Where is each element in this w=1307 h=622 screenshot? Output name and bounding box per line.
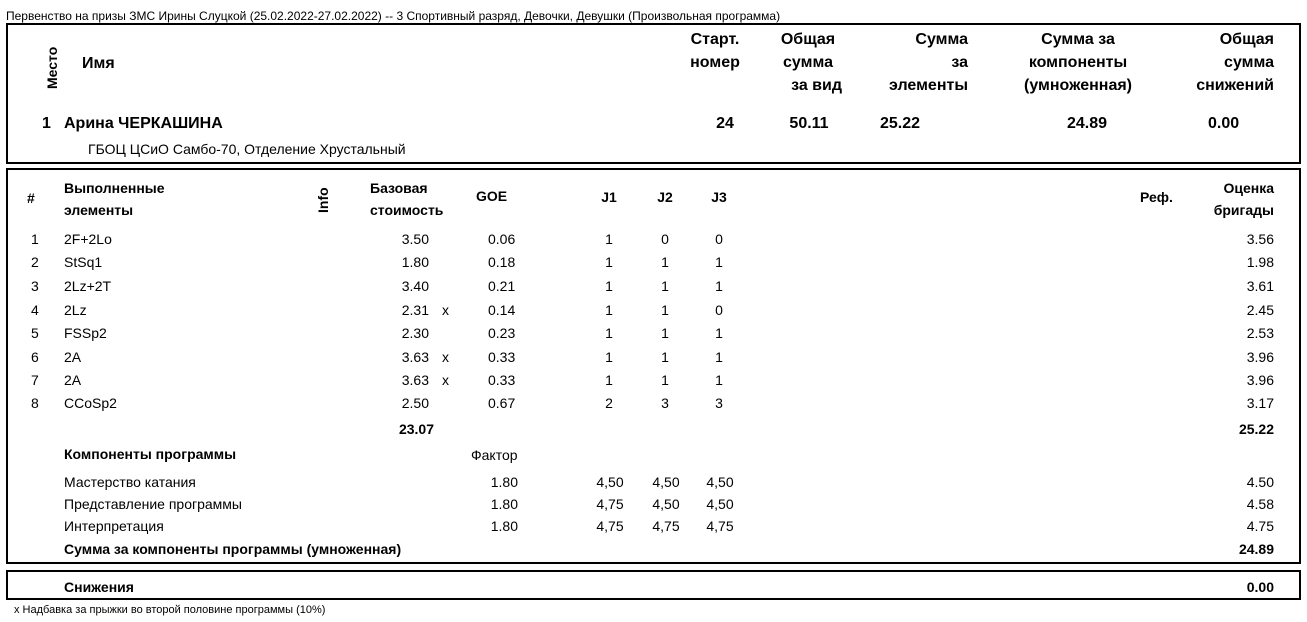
- element-name: 2A: [64, 372, 82, 388]
- element-judge-3: 1: [715, 349, 723, 365]
- elements-score-header: Сумма за элементы: [889, 31, 968, 94]
- element-name: StSq1: [64, 254, 103, 270]
- element-panel-score: 3.17: [1246, 395, 1274, 411]
- element-panel-score: 3.96: [1246, 349, 1274, 365]
- element-panel-score: 2.53: [1246, 325, 1274, 341]
- element-name: 2F+2Lo: [64, 231, 112, 247]
- element-name: 2Lz: [64, 302, 87, 318]
- element-name: FSSp2: [64, 325, 107, 341]
- goe-header: GOE: [476, 188, 508, 204]
- element-judge-3: 3: [715, 395, 723, 411]
- element-panel-score: 3.56: [1246, 231, 1274, 247]
- element-judge-3: 0: [715, 302, 723, 318]
- document-title: Первенство на призы ЗМС Ирины Слуцкой (25.02.2022-27.02.2022) -- 3 Спортивный разряд, Девочки, Девушки (Произвольная программа): [6, 9, 781, 23]
- skater-name: Арина ЧЕРКАШИНА: [64, 115, 223, 132]
- element-panel-score: 1.98: [1246, 254, 1274, 270]
- components-total-score: 24.89: [1238, 541, 1274, 557]
- element-number: 1: [31, 231, 39, 247]
- skater-components-score: 24.89: [1066, 115, 1108, 132]
- place-header: Место: [44, 46, 60, 89]
- element-number: 8: [31, 395, 39, 411]
- element-base-value: 2.50: [401, 395, 429, 411]
- panel-score-header: Оценка бригады: [1213, 180, 1274, 218]
- component-judge-2: 4,50: [652, 496, 680, 512]
- element-judge-3: 1: [715, 325, 723, 341]
- element-number: 7: [31, 372, 39, 388]
- judge-3-header: J3: [711, 189, 727, 205]
- element-number: 4: [31, 302, 39, 318]
- element-judge-1: 1: [605, 325, 613, 341]
- footnote: x Надбавка за прыжки во второй половине программы (10%): [14, 604, 326, 616]
- deductions-box: [6, 570, 1301, 600]
- elements-score-total: 25.22: [1238, 421, 1274, 437]
- element-number: 2: [31, 254, 39, 270]
- component-name: Интерпретация: [64, 518, 164, 534]
- element-base-value: 3.63: [401, 349, 429, 365]
- program-components-header: Компоненты программы: [64, 446, 237, 462]
- skater-total-score: 50.11: [789, 115, 829, 132]
- total-score-header: Общая сумма за вид: [780, 31, 842, 94]
- element-goe: 0.06: [488, 231, 516, 247]
- component-name: Мастерство катания: [64, 474, 196, 490]
- component-judge-3: 4,75: [706, 518, 734, 534]
- element-name: 2Lz+2T: [64, 278, 112, 294]
- element-judge-2: 0: [661, 231, 669, 247]
- element-goe: 0.33: [488, 349, 516, 365]
- component-factor: 1.80: [490, 496, 518, 512]
- element-panel-score: 3.96: [1246, 372, 1274, 388]
- executed-elements-header: Выполненные элементы: [64, 180, 165, 218]
- element-judge-3: 1: [715, 372, 723, 388]
- element-judge-2: 3: [661, 395, 669, 411]
- element-bonus-marker: x: [442, 372, 449, 388]
- component-score: 4.58: [1246, 496, 1274, 512]
- element-base-value: 3.50: [401, 231, 429, 247]
- component-judge-3: 4,50: [706, 496, 734, 512]
- element-judge-2: 1: [661, 349, 669, 365]
- skater-place: 1: [42, 115, 51, 132]
- element-judge-1: 1: [605, 231, 613, 247]
- element-judge-2: 1: [661, 302, 669, 318]
- element-name: CCoSp2: [64, 395, 117, 411]
- element-goe: 0.21: [488, 278, 516, 294]
- base-value-header: Базовая стоимость: [370, 180, 444, 218]
- element-base-value: 2.31: [401, 302, 429, 318]
- element-number: 6: [31, 349, 39, 365]
- element-judge-3: 1: [715, 254, 723, 270]
- element-goe: 0.14: [488, 302, 516, 318]
- component-factor: 1.80: [490, 474, 518, 490]
- element-name: 2A: [64, 349, 82, 365]
- deductions-score: 0.00: [1246, 579, 1274, 595]
- component-judge-1: 4,50: [596, 474, 624, 490]
- component-judge-1: 4,75: [596, 518, 624, 534]
- component-judge-3: 4,50: [706, 474, 734, 490]
- element-panel-score: 3.61: [1246, 278, 1274, 294]
- element-base-value: 3.63: [401, 372, 429, 388]
- factor-header: Фактор: [471, 447, 518, 463]
- element-goe: 0.67: [488, 395, 516, 411]
- components-total-label: Сумма за компоненты программы (умноженная): [64, 541, 402, 557]
- element-judge-3: 1: [715, 278, 723, 294]
- skater-start-number: 24: [716, 115, 734, 132]
- elements-base-total: 23.07: [398, 421, 434, 437]
- element-goe: 0.33: [488, 372, 516, 388]
- element-judge-1: 1: [605, 254, 613, 270]
- component-judge-1: 4,75: [596, 496, 624, 512]
- element-judge-1: 1: [605, 302, 613, 318]
- name-header: Имя: [82, 55, 115, 72]
- skater-deductions-total: 0.00: [1208, 115, 1240, 132]
- component-judge-2: 4,50: [652, 474, 680, 490]
- element-base-value: 1.80: [401, 254, 429, 270]
- element-judge-3: 0: [715, 231, 723, 247]
- components-score-header: Сумма за компоненты (умноженная): [1024, 31, 1132, 94]
- element-goe: 0.23: [488, 325, 516, 341]
- skater-elements-score: 25.22: [880, 115, 921, 132]
- element-base-value: 2.30: [401, 325, 429, 341]
- start-number-header: Старт. номер: [690, 31, 740, 71]
- element-bonus-marker: x: [442, 302, 449, 318]
- element-judge-2: 1: [661, 372, 669, 388]
- referee-header: Реф.: [1140, 189, 1173, 205]
- component-factor: 1.80: [490, 518, 518, 534]
- deductions-total-header: Общая сумма снижений: [1196, 31, 1274, 94]
- element-number: 3: [31, 278, 39, 294]
- element-base-value: 3.40: [401, 278, 429, 294]
- element-judge-2: 1: [661, 325, 669, 341]
- skater-club: ГБОЦ ЦСиО Самбо-70, Отделение Хрустальный: [88, 141, 406, 157]
- component-name: Представление программы: [64, 496, 242, 512]
- element-judge-1: 1: [605, 349, 613, 365]
- info-header: Info: [315, 187, 331, 213]
- element-number: 5: [31, 325, 39, 341]
- element-judge-2: 1: [661, 254, 669, 270]
- deductions-label: Снижения: [64, 579, 134, 595]
- judge-1-header: J1: [601, 189, 617, 205]
- element-panel-score: 2.45: [1246, 302, 1274, 318]
- component-score: 4.50: [1246, 474, 1274, 490]
- element-goe: 0.18: [488, 254, 516, 270]
- component-score: 4.75: [1246, 518, 1274, 534]
- judge-2-header: J2: [657, 189, 673, 205]
- elements-number-header: #: [27, 190, 35, 206]
- element-bonus-marker: x: [442, 349, 449, 365]
- element-judge-1: 1: [605, 372, 613, 388]
- element-judge-2: 1: [661, 278, 669, 294]
- element-judge-1: 2: [605, 395, 613, 411]
- element-judge-1: 1: [605, 278, 613, 294]
- component-judge-2: 4,75: [652, 518, 680, 534]
